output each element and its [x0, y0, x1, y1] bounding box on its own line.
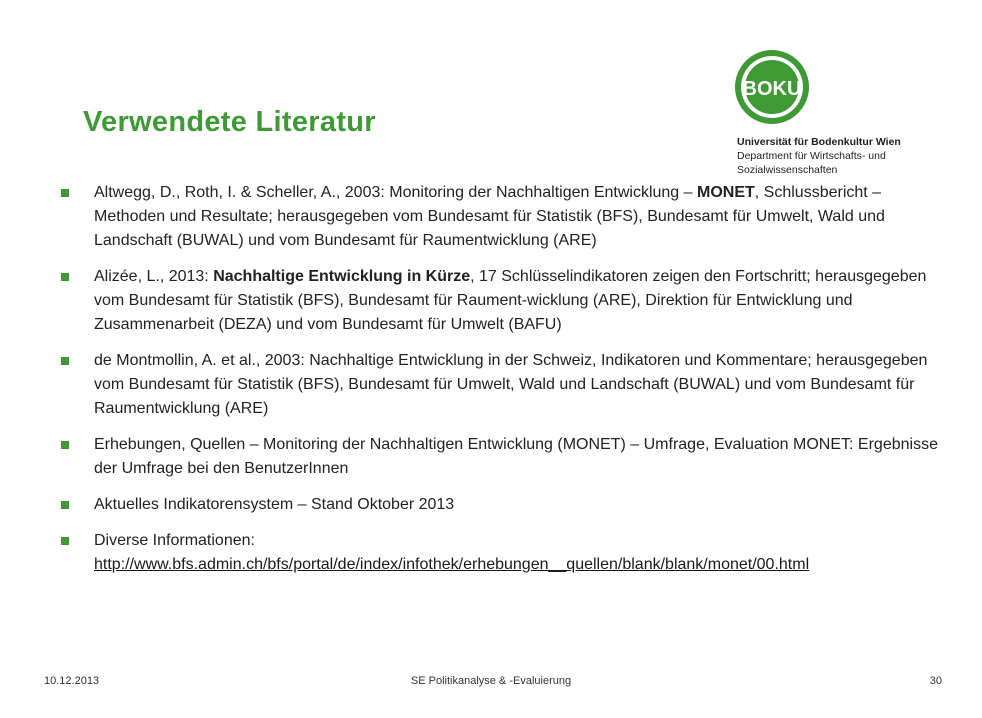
reference-item-diverse: Diverse Informationen: http://www.bfs.admin.ch/bfs/portal/de/index/infothek/erhebungen__quellen/blank/blank/monet/00.html	[60, 529, 940, 577]
bullet-square-icon	[61, 501, 69, 509]
bfs-monet-link[interactable]: http://www.bfs.admin.ch/bfs/portal/de/index/infothek/erhebungen__quellen/blank/blank/monet/00.html	[94, 556, 810, 573]
bullet-square-icon	[61, 537, 69, 545]
boku-logo-text: BOKU	[742, 78, 802, 100]
university-name: Universität für Bodenkultur Wien	[737, 136, 901, 148]
bullet-square-icon	[61, 273, 69, 281]
footer-course: SE Politikanalyse & -Evaluierung	[410, 675, 572, 687]
bullet-square-icon	[61, 357, 69, 365]
bullet-square-icon	[61, 441, 69, 449]
footer-date: 10.12.2013	[44, 675, 100, 687]
department-line-1: Department für Wirtschafts- und	[737, 150, 886, 162]
reference-item-indikatorensystem: Aktuelles Indikatorensystem – Stand Oktober 2013	[60, 493, 940, 517]
university-block	[737, 135, 957, 177]
reference-list	[60, 181, 940, 589]
page-number: 30	[929, 675, 942, 687]
reference-item-erhebungen: Erhebungen, Quellen – Monitoring der Nachhaltigen Entwicklung (MONET) – Umfrage, Evaluation MONET: Ergebnisse der Umfrage bei den BenutzerInnen	[60, 433, 940, 481]
boku-logo	[733, 48, 811, 126]
page-title: Verwendete Literatur	[83, 106, 376, 138]
reference-item-montmollin: de Montmollin, A. et al., 2003: Nachhaltige Entwicklung in der Schweiz, Indikatoren und Kommentare; herausgegeben vom Bundesamt für Statistik (BFS), Bundesamt für Umwelt, Wald und Landschaft (BUWAL) und vom Bundesamt für Raumentwicklung (ARE)	[60, 349, 940, 421]
reference-item-altwegg: Altwegg, D., Roth, I. & Scheller, A., 2003: Monitoring der Nachhaltigen Entwicklung – MONET, Schlussbericht – Methoden und Resultate; herausgegeben vom Bundesamt für Statistik (BFS), Bundesamt für Umwelt, Wald und Landschaft (BUWAL) und vom Bundesamt für Raumentwicklung (ARE)	[60, 181, 940, 253]
department-line-2: Sozialwissenschaften	[737, 164, 838, 176]
reference-item-alizee: Alizée, L., 2013: Nachhaltige Entwicklung in Kürze, 17 Schlüsselindikatoren zeigen den Fortschritt; herausgegeben vom Bundesamt für Statistik (BFS), Bundesamt für Raument-wicklung (ARE), Direktion für Entwicklung und Zusammenarbeit (DEZA) und vom Bundesamt für Umwelt (BAFU)	[60, 265, 940, 337]
bullet-square-icon	[61, 189, 69, 197]
